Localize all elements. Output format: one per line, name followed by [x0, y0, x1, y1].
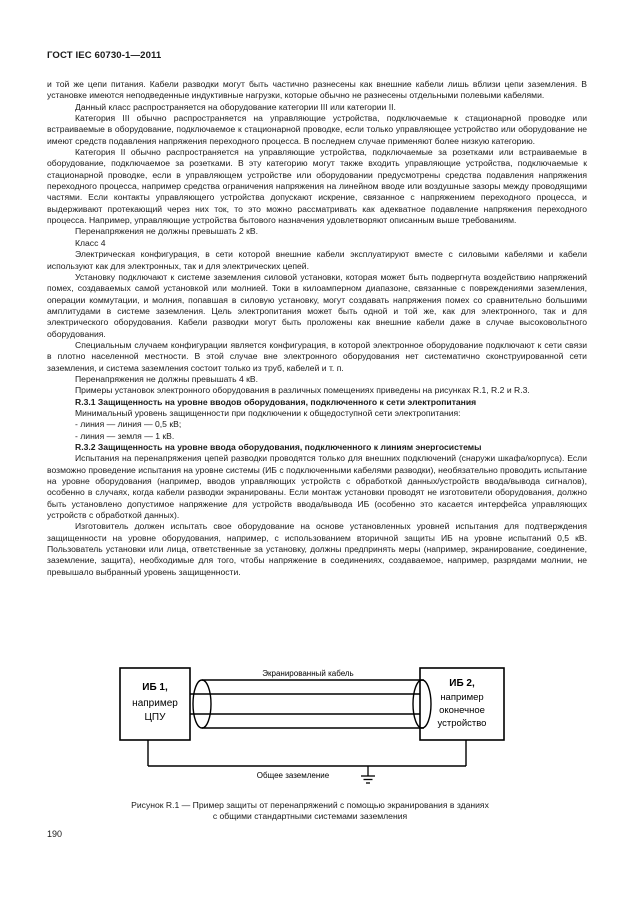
- body-paragraph: Перенапряжения не должны превышать 2 кВ.: [75, 226, 259, 237]
- shield-end-right: [413, 680, 431, 728]
- box2-line-4: устройство: [437, 718, 487, 729]
- box1-line-2: например: [132, 698, 178, 709]
- box2-line-2: например: [440, 692, 484, 703]
- body-paragraph: Класс 4: [75, 237, 106, 248]
- section-heading: R.3.1 Защищенность на уровне вводов оборудования, подключенного к сети электропитания: [75, 396, 477, 407]
- page-number: 190: [47, 829, 63, 839]
- figure-r1-diagram: [118, 658, 506, 790]
- caption-line-1: Рисунок R.1 — Пример защиты от перенапряжений с помощью экранирования в зданиях: [131, 800, 489, 810]
- shield-end-left: [193, 680, 211, 728]
- box1-line-3: ЦПУ: [144, 712, 166, 723]
- box2-line-3: оконечное: [439, 705, 485, 716]
- body-paragraph: и той же цепи питания. Кабели разводки могут быть частично разнесены как внешние кабели лишь вблизи цепи заземления. В установке имеются неподведенные индуктивные нагрузки, которые обычно не разнесены отдельными полевыми кабелями.: [47, 79, 587, 101]
- body-paragraph: Специальным случаем конфигурации является конфигурация, в которой электронное оборудование подключают к сети связи в плотно населенной местности. В этой случае вне электронного оборудования нет систематично сконструированной сети заземления, и система заземления состоит только из труб, кабелей и т. п.: [47, 339, 587, 373]
- document-body: [47, 79, 587, 578]
- body-paragraph: - линия — земля — 1 кВ.: [75, 430, 175, 441]
- ground-icon: [361, 766, 375, 783]
- body-paragraph: Примеры установок электронного оборудования в различных помещениях приведены на рисунках R.1, R.2 и R.3.: [75, 385, 530, 396]
- body-paragraph: Электрическая конфигурация, в сети которой внешние кабели эксплуатируют вместе с силовыми кабелями и кабели используют как для электронных, так и для электрических цепей.: [47, 249, 587, 271]
- ground-label: Общее заземление: [256, 771, 330, 780]
- body-paragraph: Установку подключают к системе заземления силовой установки, которая может быть подвергнута воздействию напряжений помех, создаваемых самой установкой или молнией. Токи в килоамперном диапазоне, связанные с повреждениями заземления, операции коммутации, и молния, попавшая в силовую установку, могут создавать напряжения помех со сравнительно большими амплитудами в системе заземления. Цель электропитания может быть одной и той же, как для электронного, так и для электрического оборудования. Кабели разводки могут быть проложены как внешние кабели даже в случае высоковольтного оборудования.: [47, 271, 587, 339]
- cable-label: Экранированный кабель: [262, 669, 354, 678]
- figure-caption: [90, 800, 530, 823]
- section-heading: R.3.2 Защищенность на уровне ввода оборудования, подключенного к линиям энергосистемы: [75, 442, 482, 452]
- box2-line-1: ИБ 2,: [449, 678, 475, 689]
- caption-line-2: с общими стандартными системами заземления: [212, 811, 408, 822]
- body-paragraph: Категория II обычно распространяется на управляющие устройства, подключаемые за розетками или встраиваемые в оборудование, подключаемое за розетками. В эту категорию могут также входить управляющие устройства, подключаемые к стационарной проводке, если в управляющем устройстве или оборудовании предусмотрены средства подавления напряжения переходного процесса, например средства ограничения напряжения на линейном вводе или воздушные зазоры между проводящими частями. Если контакты управляющего устройства допускают искрение, связанное с напряжением переходного процесса, и выдерживают протекающий через них ток, то это можно рассматривать как адекватное подавление напряжения переходного процесса. Например, управляющие устройства бытового назначения удовлетворяют описанным выше требованиям.: [47, 147, 587, 226]
- body-paragraph: Изготовитель должен испытать свое оборудование на основе установленных уровней испытания для подтверждения защищенности на уровне оборудования, например, с использованием вторичной защиты ИБ на уровне испытаний 0,5 кВ. Пользователь установки или лица, ответственные за установку, должны предпринять меры (например, экранирование, соединение, заземление, защита), необходимые для того, чтобы напряжение в соединениях, создаваемое, например, разрядами молнии, не превышало выбранный уровень защищенности.: [47, 521, 587, 577]
- body-paragraph: Данный класс распространяется на оборудование категории III или категории II.: [75, 101, 396, 112]
- shielding-diagram: [118, 658, 506, 790]
- body-paragraph: - линия — линия — 0,5 кВ;: [75, 419, 182, 430]
- body-paragraph: Минимальный уровень защищенности при подключении к общедоступной сети электропитания:: [75, 407, 461, 418]
- document-header: ГОСТ IEC 60730-1—2011: [47, 50, 162, 61]
- body-paragraph: Испытания на перенапряжения цепей разводки проводятся только для внешних подключений (снаружи шкафа/корпуса). Если возможно проведение испытания на уровне системы (ИБ с подключенными кабелями разводки), необязательно проводить испытание на уровне оборудования (например, вводов управляющих устройств с обработкой данных/устройств ввода/вывода сигналов), особенно в случаях, когда кабели разводки экранированы. Если монтаж установки проводят не изготовители оборудования, должно быть установлено допустимое напряжение для устройств ввода/вывода ИБ (особенно это касается интерфейса управляющих устройств с обработкой данных).: [47, 453, 587, 521]
- body-paragraph: Категория III обычно распространяется на управляющие устройства, подключаемые к стационарной проводке или встраиваемые в оборудование, подключаемое к стационарной проводке, если только управляющее устройство или оборудование не имеют средств подавления напряжения переходного процесса. В последнем случае применяют более низкую категорию.: [47, 113, 587, 146]
- body-paragraph: Перенапряжения не должны превышать 4 кВ.: [75, 373, 259, 384]
- box1-line-1: ИБ 1,: [142, 682, 168, 693]
